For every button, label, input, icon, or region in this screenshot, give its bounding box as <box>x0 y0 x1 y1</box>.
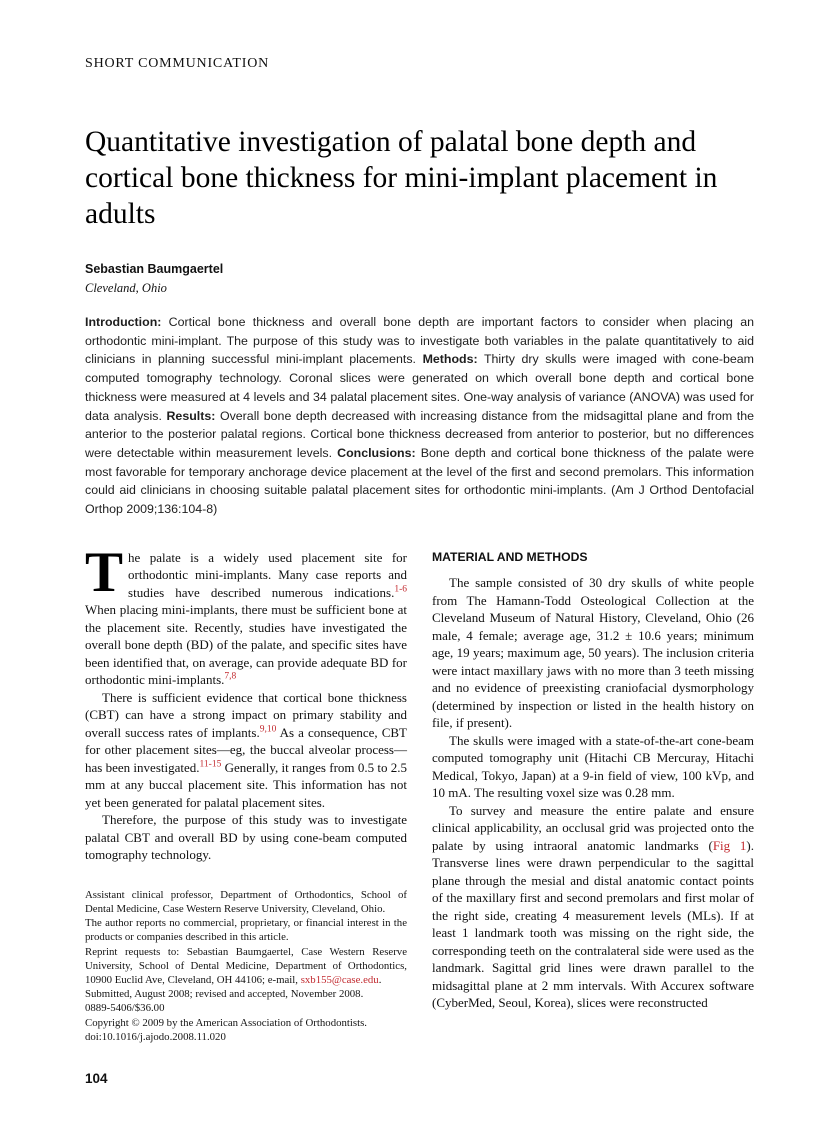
citation-ref[interactable]: 7,8 <box>224 671 237 682</box>
abstract-label-methods: Methods: <box>422 352 478 367</box>
body-paragraph <box>85 540 407 689</box>
page-number: 104 <box>85 1071 108 1086</box>
paragraph-text <box>85 540 407 688</box>
text: he palate is a widely used placement site for orthodontic mini-implants. Many case reports and studies have described numerous indications. <box>128 549 407 600</box>
footnote-line <box>85 1030 407 1044</box>
footnote-line <box>85 1001 407 1015</box>
footnote-block <box>85 888 407 1044</box>
article-title: Quantitative investigation of palatal bone depth and cortical bone thickness for mini-implant placement in adults <box>85 126 718 230</box>
text: The author reports no commercial, proprietary, or financial interest in the products or companies described in this article. <box>85 917 407 944</box>
citation-ref[interactable]: 9,10 <box>259 724 277 735</box>
dropcap-letter: T <box>85 540 124 604</box>
text: doi:10.1016/j.ajodo.2008.11.020 <box>85 1030 226 1043</box>
right-column <box>432 549 754 1044</box>
footnote-line <box>85 916 407 944</box>
abstract-text-conclusions: Bone depth and cortical bone thickness of the palate were most favorable for temporary anchorage device placement at the level of the first and second premolars. This information could aid clinicians in choosing suitable palatal placement sites for orthodontic mini-implants. (Am J Orthod Dentofacial Orthop 2009;136:104-8) <box>85 445 754 517</box>
text: 0889-5406/$36.00 <box>85 1002 165 1015</box>
body-paragraph <box>85 689 407 812</box>
footnote-line <box>85 987 407 1001</box>
two-column-body <box>85 540 754 1044</box>
text: When placing mini-implants, there must be sufficient bone at the placement site. Recently, studies have investigated the overall bone depth (BD) of the palate, and specific sites have been identified that, on average, can provide adequate BD for orthodontic mini-implants. <box>85 602 407 688</box>
text: There is sufficient evidence that cortical bone thickness (CBT) can have a strong impact on primary stability and overall success rates of implants. <box>85 689 407 740</box>
text: Generally, it ranges from 0.5 to 2.5 mm at any buccal placement site. This information has not yet been generated for palatal placement sites. <box>85 759 407 810</box>
abstract-text-methods: Thirty dry skulls were imaged with cone-beam computed tomography technology. Coronal slices were generated on which overall bone depth and cortical bone thickness were measured at 4 levels and 34 palatal placement sites. One-way analysis of variance (ANOVA) was used for data analysis. <box>85 352 754 423</box>
body-paragraph <box>85 811 407 864</box>
text: Reprint requests to: Sebastian Baumgaertel, Case Western Reserve University, School of Dental Medicine, Department of Orthodontics, 10900 Euclid Ave, Cleveland, OH 44106; e-mail, <box>85 945 407 986</box>
text: To survey and measure the entire palate and ensure clinical applicability, an occlusal grid was projected onto the palate by using intraoral anatomic landmarks ( <box>432 802 754 853</box>
text: As a consequence, CBT for other placement sites—eg, the buccal alveolar process—has been investigated. <box>85 724 407 775</box>
body-paragraph <box>432 574 754 732</box>
citation-ref[interactable]: 1-6 <box>394 584 407 595</box>
text: ). Transverse lines were drawn perpendicular to the sagittal plane through the mesial and distal anatomic contact points of the maxillary first and second premolars and first molar of the right side, creating 4 measurement levels (MLs). If at least 1 landmark tooth was missing on the right side, the corresponding teeth on the contralateral side were used as the landmark. Sagittal grid lines were drawn parallel to the midsagittal plane at 2 mm intervals. With Accurex software (CyberMed, Seoul, Korea), slices were reconstructed <box>432 837 754 1011</box>
abstract-label-results: Results: <box>166 408 216 423</box>
running-head: SHORT COMMUNICATION <box>85 56 270 71</box>
text: Assistant clinical professor, Department of Orthodontics, School of Dental Medicine, Case Western Reserve University, Cleveland, Ohio. <box>85 888 407 915</box>
link[interactable]: sxb155@case.edu <box>300 973 379 986</box>
author-location: Cleveland, Ohio <box>85 281 167 295</box>
body-paragraph <box>432 802 754 1012</box>
text: The sample consisted of 30 dry skulls of white people from The Hamann-Todd Osteological Collection at the Cleveland Museum of Natural History, Cleveland, Ohio (26 male, 4 female; average age, 31.2 ± 10.6 years; minimum age, 19 years; maximum age, 50 years). The inclusion criteria were intact maxillary jaws with no more than 3 teeth missing and no evidence of preexisting craniofacial dysmorphology (determined by inspection or listed in the health history on file, if present). <box>432 575 754 731</box>
citation-ref[interactable]: 11-15 <box>199 759 222 770</box>
abstract-text-results: Overall bone depth decreased with increasing distance from the midsagittal plane and from the anterior to the posterior palatal regions. Cortical bone thickness decreased from anterior to posterior, but no differences were detectable within measurement levels. <box>85 408 754 460</box>
text: Copyright © 2009 by the American Association of Orthodontists. <box>85 1016 367 1029</box>
left-column <box>85 540 407 1044</box>
abstract-label-conclusions: Conclusions: <box>337 445 416 460</box>
body-paragraph <box>432 732 754 802</box>
footnote-line <box>85 888 407 916</box>
text: Submitted, August 2008; revised and accepted, November 2008. <box>85 988 364 1001</box>
abstract <box>85 313 754 519</box>
author-name: Sebastian Baumgaertel <box>85 262 224 276</box>
section-heading-material-and-methods: MATERIAL AND METHODS <box>432 549 588 564</box>
text: . <box>378 973 382 986</box>
footnote-line <box>85 945 407 988</box>
abstract-text-introduction: Cortical bone thickness and overall bone depth are important factors to consider when placing an orthodontic mini-implant. The purpose of this study was to investigate both variables in the palate quantitatively to aid clinicians in planning successful mini-implant placements. <box>85 315 754 367</box>
footnote-line <box>85 1016 407 1030</box>
text: Therefore, the purpose of this study was to investigate palatal CBT and overall BD by using cone-beam computed tomography technology. <box>85 812 407 863</box>
abstract-label-introduction: Introduction: <box>85 315 162 329</box>
link[interactable]: Fig 1 <box>712 837 747 853</box>
text: The skulls were imaged with a state-of-the-art cone-beam computed tomography unit (Hitachi CB Mercuray, Hitachi Medical, Tokyo, Japan) at a 9-in field of view, 100 kVp, and 10 mA. The resulting voxel size was 0.28 mm. <box>432 732 754 801</box>
